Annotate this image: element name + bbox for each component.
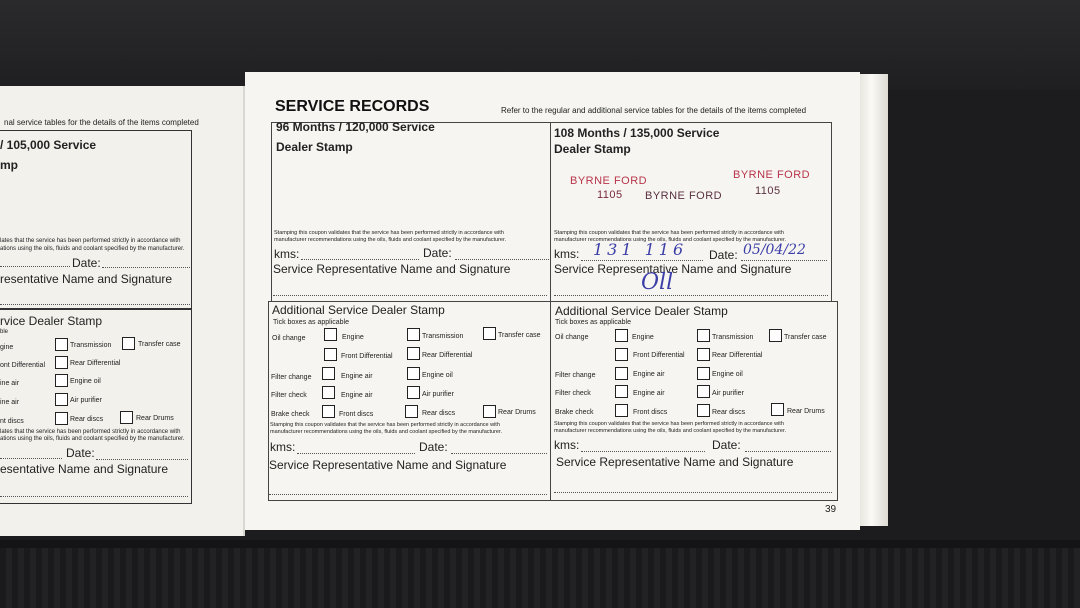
add-right-transfer-label: Transfer case (784, 334, 827, 341)
add-right-rear-discs-label: Rear discs (712, 409, 746, 416)
add-right-date-field[interactable] (745, 451, 831, 452)
left-rear-diff-label: Rear Differential (70, 360, 121, 367)
left-row5-label: nt discs (0, 418, 24, 425)
left-date-label: Date: (72, 256, 101, 270)
add-left-fine-1: Stamping this coupon validates that the service has been performed strictly in accordance with (270, 422, 500, 428)
add-right-title: Additional Service Dealer Stamp (555, 304, 728, 318)
left-rear-drums-checkbox[interactable] (120, 411, 133, 424)
add-right-rear-diff-label: Rear Differential (712, 352, 763, 359)
add-right-engine-checkbox[interactable] (615, 329, 628, 342)
add-left-engine-air-label: Engine air (341, 373, 373, 380)
page-number: 39 (825, 504, 837, 515)
cell-b-fine-2: manufacturer recommendations using the oils, fluids and coolant specified by the manufacturer. (554, 237, 787, 243)
add-left-front-diff-checkbox[interactable] (324, 348, 337, 361)
left-transmission-label: Transmission (70, 342, 112, 349)
page-title: SERVICE RECORDS (275, 98, 430, 115)
add-right-rear-discs-checkbox[interactable] (697, 404, 710, 417)
cell-b-stamp-label: Dealer Stamp (554, 142, 631, 156)
left-signature-label-2: esentative Name and Signature (0, 462, 169, 476)
cell-a-signature-field[interactable] (273, 295, 547, 296)
add-right-engine-air-label: Engine air (633, 371, 665, 378)
add-left-front-discs-label: Front discs (339, 411, 374, 418)
cell-a-kms-label: kms: (274, 247, 300, 261)
left-kms-line (0, 266, 70, 267)
add-right-fine-2: manufacturer recommendations using the oils, fluids and coolant specified by the manufacturer. (554, 428, 787, 434)
add-right-signature-field[interactable] (554, 492, 832, 493)
left-transmission-checkbox[interactable] (55, 338, 68, 351)
add-right-kms-label: kms: (554, 438, 580, 452)
add-left-engine-air-checkbox[interactable] (322, 367, 335, 380)
add-left-title: Additional Service Dealer Stamp (272, 303, 445, 317)
left-date-label-2: Date: (66, 446, 95, 460)
seat-fabric (0, 548, 1080, 608)
add-left-transmission-label: Transmission (422, 333, 464, 340)
left-row2-label: ont Differential (0, 362, 46, 369)
left-row3-label: ine air (0, 380, 20, 387)
cell-a-fine-2: manufacturer recommendations using the oils, fluids and coolant specified by the manufacturer. (274, 237, 507, 243)
add-right-rear-drums-label: Rear Drums (787, 408, 825, 415)
left-signature-label: resentative Name and Signature (0, 272, 173, 286)
add-right-kms-field[interactable] (581, 451, 705, 452)
left-signature-line-2 (0, 496, 188, 497)
page-subtitle: Refer to the regular and additional service tables for the details of the items completed (501, 106, 807, 115)
add-right-front-diff-label: Front Differential (633, 352, 685, 359)
left-air-purifier-label: Air purifier (70, 397, 102, 404)
cell-a-signature-label: Service Representative Name and Signature (273, 262, 511, 276)
add-left-air-purifier-label: Air purifier (422, 391, 454, 398)
left-transfer-checkbox[interactable] (122, 337, 135, 350)
left-engine-oil-checkbox[interactable] (55, 374, 68, 387)
add-left-transfer-checkbox[interactable] (483, 327, 496, 340)
add-left-brake-check: Brake check (271, 411, 310, 418)
add-left-engine-air-2-checkbox[interactable] (322, 386, 335, 399)
left-fine-2: ations using the oils, fluids and coolant specified by the manufacturer. (0, 246, 185, 252)
add-right-date-label: Date: (712, 438, 741, 452)
cell-b-signature-field[interactable] (554, 295, 828, 296)
cell-b-fine-1: Stamping this coupon validates that the service has been performed strictly in accordance with (554, 230, 784, 236)
add-left-filter-change: Filter change (271, 374, 312, 381)
left-kms-line-2 (0, 458, 62, 459)
left-rear-discs-label: Rear discs (70, 416, 104, 423)
cell-b-date-value: 05/04/22 (743, 242, 806, 258)
add-left-engine-air-2-label: Engine air (341, 392, 373, 399)
left-rear-discs-checkbox[interactable] (55, 412, 68, 425)
add-right-oil-change: Oil change (555, 334, 589, 341)
add-left-air-purifier-checkbox[interactable] (407, 386, 420, 399)
add-right-front-discs-checkbox[interactable] (615, 404, 628, 417)
dealer-stamp-number-1: 1105 (597, 189, 623, 201)
add-right-transmission-label: Transmission (712, 334, 754, 341)
add-left-rear-drums-label: Rear Drums (498, 409, 536, 416)
add-left-rear-diff-label: Rear Differential (422, 352, 473, 359)
cell-b-kms-label: kms: (554, 247, 580, 261)
add-left-kms-label: kms: (270, 440, 296, 454)
add-left-rear-drums-checkbox[interactable] (483, 405, 496, 418)
add-left-rear-diff-checkbox[interactable] (407, 347, 420, 360)
add-right-filter-change: Filter change (555, 372, 596, 379)
add-left-date-field[interactable] (451, 453, 547, 454)
page-stack-edge (860, 74, 888, 526)
add-left-date-label: Date: (419, 440, 448, 454)
add-left-oil-change: Oil change (272, 335, 306, 342)
add-right-engine-air-checkbox[interactable] (615, 367, 628, 380)
add-right-air-purifier-checkbox[interactable] (697, 385, 710, 398)
add-left-signature-field[interactable] (269, 494, 547, 495)
add-right-engine-oil-checkbox[interactable] (697, 367, 710, 380)
left-signature-line (0, 304, 190, 305)
cell-a-stamp-label: Dealer Stamp (276, 140, 353, 154)
cell-b-title: 108 Months / 135,000 Service (554, 126, 720, 140)
left-page (0, 86, 245, 536)
cell-b-date-field[interactable] (741, 260, 827, 261)
add-left-engine-oil-label: Engine oil (422, 372, 453, 379)
dealer-stamp-number-2: 1105 (755, 185, 781, 197)
left-cell-title: / 105,000 Service (0, 138, 97, 152)
left-fine-4: ations using the oils, fluids and coolant specified by the manufacturer. (0, 436, 185, 442)
left-date-line (102, 267, 190, 268)
cell-b-kms-field[interactable] (581, 260, 703, 261)
add-left-fine-2: manufacturer recommendations using the oils, fluids and coolant specified by the manufacturer. (270, 429, 503, 435)
left-transfer-label: Transfer case (138, 341, 181, 348)
add-right-rear-drums-checkbox[interactable] (771, 403, 784, 416)
add-left-signature-label: Service Representative Name and Signature (269, 458, 507, 472)
right-page (245, 72, 860, 530)
cell-a-date-label: Date: (423, 246, 452, 260)
left-rear-diff-checkbox[interactable] (55, 356, 68, 369)
left-header: nal service tables for the details of the items completed (4, 118, 199, 127)
add-left-engine-oil-checkbox[interactable] (407, 367, 420, 380)
left-date-line-2 (96, 459, 188, 460)
add-left-filter-check: Filter check (271, 392, 307, 399)
left-row1-label: gine (0, 344, 14, 351)
cell-b-kms-value: 131 116 (593, 240, 688, 259)
cell-b-signature-mark: Oll (641, 270, 674, 295)
add-right-engine-air-2-checkbox[interactable] (615, 385, 628, 398)
add-right-brake-check: Brake check (555, 409, 594, 416)
left-rear-drums-label: Rear Drums (136, 415, 174, 422)
cell-additional-right (550, 301, 838, 501)
add-right-transfer-checkbox[interactable] (769, 329, 782, 342)
add-right-front-discs-label: Front discs (633, 409, 668, 416)
add-right-signature-label: Service Representative Name and Signature (556, 455, 794, 469)
cell-b-date-label: Date: (709, 248, 738, 262)
add-right-air-purifier-label: Air purifier (712, 390, 744, 397)
add-left-front-diff-label: Front Differential (341, 353, 393, 360)
add-left-tick: Tick boxes as applicable (273, 319, 350, 326)
add-right-engine-label: Engine (632, 334, 654, 341)
add-left-rear-discs-label: Rear discs (422, 410, 456, 417)
cell-b-signature-label: Service Representative Name and Signature (554, 262, 792, 276)
add-right-tick: Tick boxes as applicable (555, 319, 632, 326)
left-row4-label: ine air (0, 399, 20, 406)
add-right-front-diff-checkbox[interactable] (615, 348, 628, 361)
add-left-transfer-label: Transfer case (498, 332, 541, 339)
add-left-engine-label: Engine (342, 334, 364, 341)
add-left-front-discs-checkbox[interactable] (322, 405, 335, 418)
add-right-engine-air-2-label: Engine air (633, 390, 665, 397)
dealer-stamp-2: BYRNE FORD (645, 190, 723, 202)
cell-a-kms-field[interactable] (301, 259, 419, 260)
add-right-filter-check: Filter check (555, 390, 591, 397)
left-engine-oil-label: Engine oil (70, 378, 101, 385)
dealer-stamp-3: BYRNE FORD (733, 169, 811, 181)
add-right-rear-diff-checkbox[interactable] (697, 348, 710, 361)
add-right-transmission-checkbox[interactable] (697, 329, 710, 342)
dealer-stamp-1: BYRNE FORD (570, 175, 648, 187)
cell-a-fine-1: Stamping this coupon validates that the service has been performed strictly in accordance with (274, 230, 504, 236)
add-left-engine-checkbox[interactable] (324, 328, 337, 341)
left-add-title: rvice Dealer Stamp (0, 314, 103, 328)
left-fine-3: lates that the service has been performed strictly in accordance with (0, 429, 181, 435)
left-add-sub: ble (0, 329, 9, 335)
left-air-purifier-checkbox[interactable] (55, 393, 68, 406)
cell-a-date-field[interactable] (455, 259, 549, 260)
add-left-transmission-checkbox[interactable] (407, 328, 420, 341)
left-cell-subtitle: mp (0, 158, 18, 172)
add-right-fine-1: Stamping this coupon validates that the service has been performed strictly in accordance with (554, 421, 784, 427)
add-left-kms-field[interactable] (297, 453, 415, 454)
cell-a-title: 96 Months / 120,000 Service (276, 120, 435, 134)
add-right-engine-oil-label: Engine oil (712, 371, 743, 378)
add-left-rear-discs-checkbox[interactable] (405, 405, 418, 418)
left-fine-1: lates that the service has been performed strictly in accordance with (0, 238, 181, 244)
